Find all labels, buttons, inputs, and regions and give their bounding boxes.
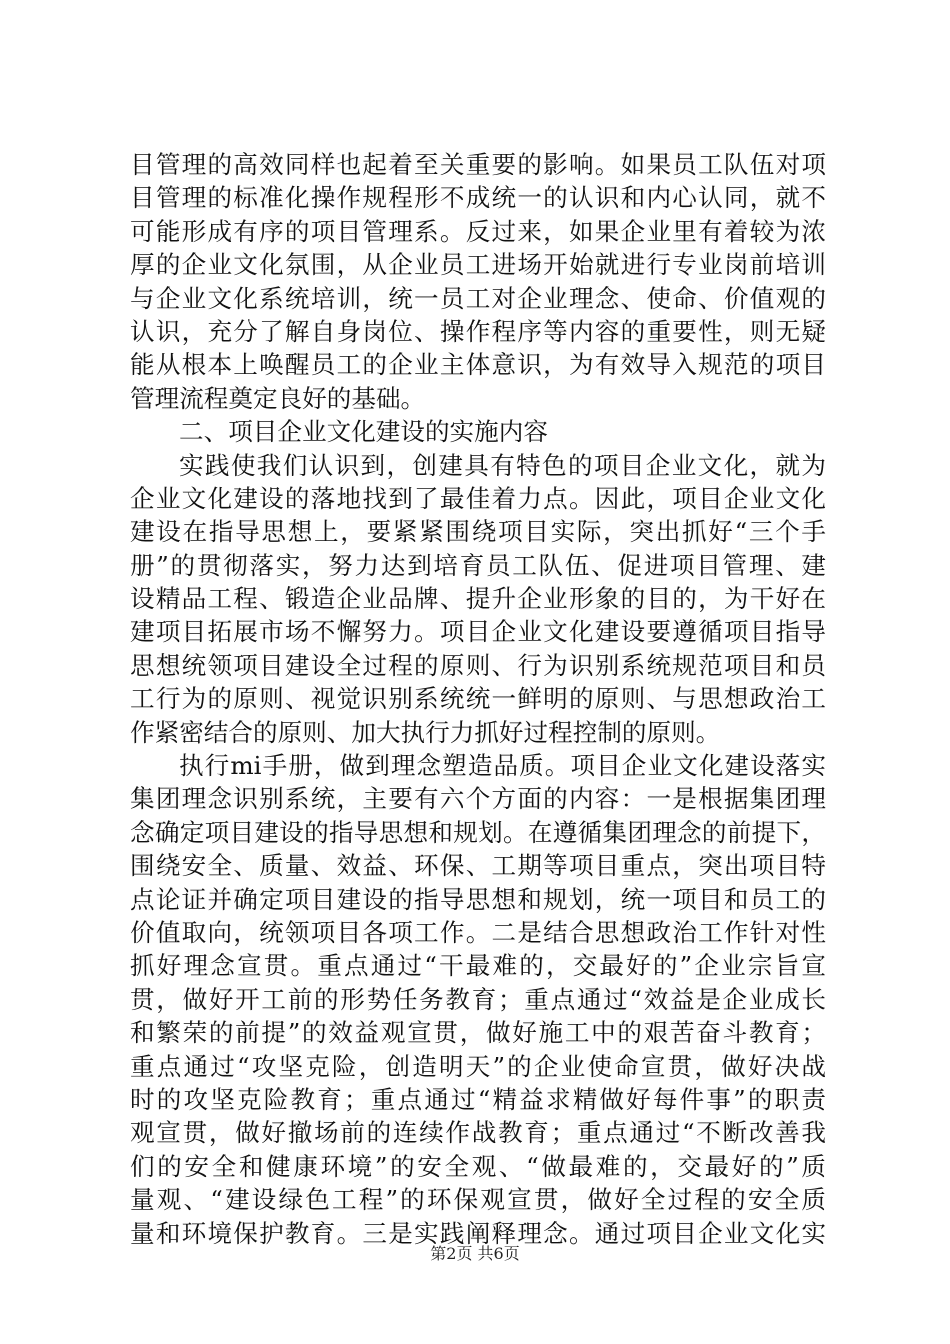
text-line: 可能形成有序的项目管理系。反过来，如果企业里有着较为浓 <box>130 216 826 246</box>
text-line: 量观、“建设绿色工程”的环保观宣贯，做好全过程的安全质 <box>130 1185 826 1215</box>
section-heading: 二、项目企业文化建设的实施内容 <box>179 417 548 447</box>
text-line: 贯，做好开工前的形势任务教育；重点通过“效益是企业成长 <box>130 984 826 1014</box>
text-line: 量和环境保护教育。三是实践阐释理念。通过项目企业文化实 <box>130 1218 826 1248</box>
text-line: 集团理念识别系统，主要有六个方面的内容：一是根据集团理 <box>130 784 826 814</box>
text-line: 目管理的高效同样也起着至关重要的影响。如果员工队伍对项 <box>130 150 826 179</box>
text-line: 和繁荣的前提”的效益观宣贯，做好施工中的艰苦奋斗教育； <box>130 1018 826 1048</box>
text-line: 执行mi手册，做到理念塑造品质。项目企业文化建设落实 <box>179 751 826 781</box>
text-line: 能从根本上唤醒员工的企业主体意识，为有效导入规范的项目 <box>130 350 826 380</box>
text-line: 观宣贯，做好撤场前的连续作战教育；重点通过“不断改善我 <box>130 1118 826 1148</box>
text-line: 认识，充分了解自身岗位、操作程序等内容的重要性，则无疑 <box>130 316 826 346</box>
text-line: 建设在指导思想上，要紧紧围绕项目实际，突出抓好“三个手 <box>130 517 826 547</box>
text-line: 抓好理念宣贯。重点通过“干最难的，交最好的”企业宗旨宣 <box>130 951 826 981</box>
text-line: 实践使我们认识到，创建具有特色的项目企业文化，就为 <box>179 450 826 480</box>
text-line: 点论证并确定项目建设的指导思想和规划，统一项目和员工的 <box>130 884 826 914</box>
text-line: 念确定项目建设的指导思想和规划。在遵循集团理念的前提下， <box>130 817 826 847</box>
text-line: 厚的企业文化氛围，从企业员工进场开始就进行专业岗前培训 <box>130 250 826 280</box>
body-text <box>130 148 826 1250</box>
text-line: 建项目拓展市场不懈努力。项目企业文化建设要遵循项目指导 <box>130 617 826 647</box>
text-line: 目管理的标准化操作规程形不成统一的认识和内心认同，就不 <box>130 183 826 213</box>
text-line: 与企业文化系统培训，统一员工对企业理念、使命、价值观的 <box>130 283 826 313</box>
text-line: 重点通过“攻坚克险，创造明天”的企业使命宣贯，做好决战 <box>130 1051 826 1081</box>
text-line: 时的攻坚克险教育；重点通过“精益求精做好每件事”的职责 <box>130 1084 826 1114</box>
text-line: 工行为的原则、视觉识别系统统一鲜明的原则、与思想政治工 <box>130 684 826 714</box>
text-line: 设精品工程、锻造企业品牌、提升企业形象的目的，为干好在 <box>130 584 826 614</box>
text-line: 围绕安全、质量、效益、环保、工期等项目重点，突出项目特 <box>130 851 826 881</box>
page-footer: 第2页 共6页 <box>430 1244 520 1263</box>
text-line: 思想统领项目建设全过程的原则、行为识别系统规范项目和员 <box>130 650 826 680</box>
text-line: 作紧密结合的原则、加大执行力抓好过程控制的原则。 <box>130 717 721 747</box>
text-line: 们的安全和健康环境”的安全观、“做最难的，交最好的”质 <box>130 1151 826 1181</box>
text-line: 价值取向，统领项目各项工作。二是结合思想政治工作针对性 <box>130 917 826 947</box>
text-line: 册”的贯彻落实，努力达到培育员工队伍、促进项目管理、建 <box>130 550 826 580</box>
text-line: 企业文化建设的落地找到了最佳着力点。因此，项目企业文化 <box>130 483 826 513</box>
text-line: 管理流程奠定良好的基础。 <box>130 383 426 413</box>
